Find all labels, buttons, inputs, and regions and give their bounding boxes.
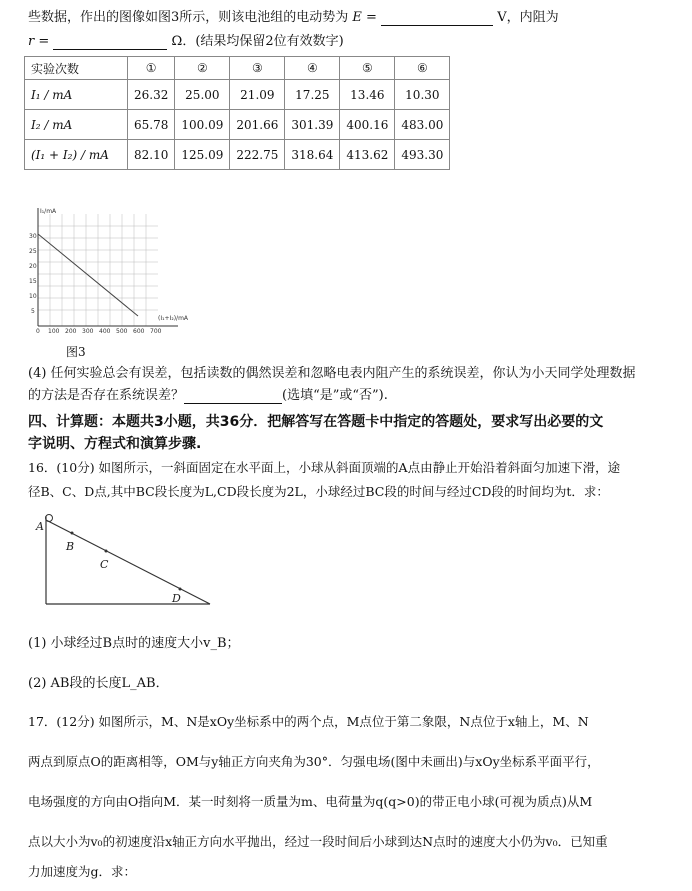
y-axis-label: I₁/mA (40, 208, 57, 215)
var-r: r = (28, 34, 50, 49)
table-cell: (I₁ + I₂) / mA (25, 140, 128, 170)
y-tick: 20 (29, 263, 37, 270)
x-tick: 300 (82, 328, 94, 334)
table-cell: 13.46 (340, 80, 395, 110)
text-line-1 (28, 10, 559, 26)
x-tick: 700 (150, 328, 162, 334)
table-cell: 222.75 (230, 140, 285, 170)
table-cell: 125.09 (175, 140, 230, 170)
graph-grid (38, 214, 158, 326)
table-cell: 82.10 (128, 140, 175, 170)
label-A: A (36, 520, 44, 533)
table-header-row (25, 57, 450, 80)
q16-line-2: 径B、C、D点,其中BC段长度为L,CD段长度为2L，小球经过BC段的时间与经过CD段的时间均为t．求： (28, 484, 609, 499)
y-tick: 10 (29, 293, 37, 300)
table-cell: ① (128, 57, 175, 80)
q16-sub-2: (2) AB段的长度L_AB． (28, 676, 169, 691)
label-D: D (172, 592, 181, 605)
table-cell: ⑤ (340, 57, 395, 80)
table-cell: 413.62 (340, 140, 395, 170)
y-tick: 30 (29, 233, 37, 240)
section-heading-line-1: 四、计算题：本题共3小题，共36分．把解答写在答题卡中指定的答题处，要求写出必要的文 (28, 414, 604, 430)
y-tick: 25 (29, 248, 37, 255)
q16-line-1: 16．(10分) 如图所示，一斜面固定在水平面上，小球从斜面顶端的A点由静止开始沿着斜面匀加速下滑，途 (28, 460, 621, 475)
point-C (105, 550, 108, 553)
table-cell: 26.32 (128, 80, 175, 110)
q17-line-4: 点以大小为v₀的初速度沿x轴正方向水平抛出，经过一段时间后小球到达N点时的速度大小仍为v₀．已知重 (28, 834, 608, 849)
point-D (179, 588, 182, 591)
x-tick: 500 (116, 328, 128, 334)
table-cell: ⑥ (395, 57, 450, 80)
answer-blank-r[interactable] (53, 37, 167, 50)
q17-line-5: 力加速度为g．求： (28, 864, 137, 879)
q16-sub-1: (1) 小球经过B点时的速度大小v_B； (28, 636, 240, 651)
x-tick: 200 (65, 328, 77, 334)
text: 的方法是否存在系统误差？ (28, 388, 185, 403)
fit-line (38, 234, 138, 316)
point-B (71, 532, 74, 535)
figure-caption: 图3 (66, 345, 86, 359)
table-cell: 21.09 (230, 80, 285, 110)
table-row (25, 140, 450, 170)
table-cell: 65.78 (128, 110, 175, 140)
table-cell: I₁ / mA (25, 80, 128, 110)
text: (选填“是”或“否”). (282, 388, 388, 403)
var-E: E = (352, 10, 377, 25)
q4-line-1: (4) 任何实验总会有误差，包括读数的偶然误差和忽略电表内阻产生的系统误差，你认为小天同学处理数据 (28, 366, 636, 381)
text: ，内阻为 (506, 10, 559, 25)
figure-3-graph (28, 204, 208, 334)
x-tick: 100 (48, 328, 60, 334)
y-tick: 15 (29, 278, 37, 285)
table-cell: 483.00 (395, 110, 450, 140)
table-cell: ④ (285, 57, 340, 80)
text: ．(结果均保留2位有效数字) (182, 34, 344, 49)
table-cell: 493.30 (395, 140, 450, 170)
table-cell: I₂ / mA (25, 110, 128, 140)
table-cell: 201.66 (230, 110, 285, 140)
label-C: C (100, 558, 109, 571)
q17-line-3: 电场强度的方向由O指向M．某一时刻将一质量为m、电荷量为q(q>0)的带正电小球(可视为质点)从M (28, 794, 593, 809)
q17-line-2: 两点到原点O的距离相等，OM与y轴正方向夹角为30°．匀强电场(图中未画出)与xOy坐标系平面平行， (28, 754, 600, 769)
q17-line-1: 17．(12分) 如图所示，M、N是xOy坐标系中的两个点，M点位于第二象限，N点位于x轴上，M、N (28, 714, 589, 729)
table-cell: ② (175, 57, 230, 80)
data-table (24, 56, 450, 170)
table-cell: 17.25 (285, 80, 340, 110)
answer-blank-q4[interactable] (184, 391, 282, 404)
incline-diagram (30, 508, 220, 608)
x-axis-label: (I₁+I₂)/mA (158, 315, 189, 322)
table-cell: 100.09 (175, 110, 230, 140)
table-cell: 实验次数 (25, 57, 128, 80)
x-tick: 600 (133, 328, 145, 334)
y-tick: 5 (31, 308, 35, 315)
unit-ohm: Ω (171, 34, 183, 49)
x-tick: 0 (36, 328, 40, 334)
table-cell: 301.39 (285, 110, 340, 140)
q4-line-2 (28, 388, 388, 404)
table-cell: ③ (230, 57, 285, 80)
answer-blank-E[interactable] (381, 13, 493, 26)
table-cell: 10.30 (395, 80, 450, 110)
x-tick: 400 (99, 328, 111, 334)
table-row (25, 110, 450, 140)
table-cell: 25.00 (175, 80, 230, 110)
section-heading-line-2: 字说明、方程式和演算步骤. (28, 436, 202, 452)
text-line-2 (28, 34, 344, 50)
table-cell: 400.16 (340, 110, 395, 140)
table-row (25, 80, 450, 110)
unit-V: V (497, 10, 507, 25)
label-B: B (66, 540, 75, 553)
table-cell: 318.64 (285, 140, 340, 170)
text: 些数据，作出的图像如图3所示，则该电池组的电动势为 (28, 10, 349, 25)
